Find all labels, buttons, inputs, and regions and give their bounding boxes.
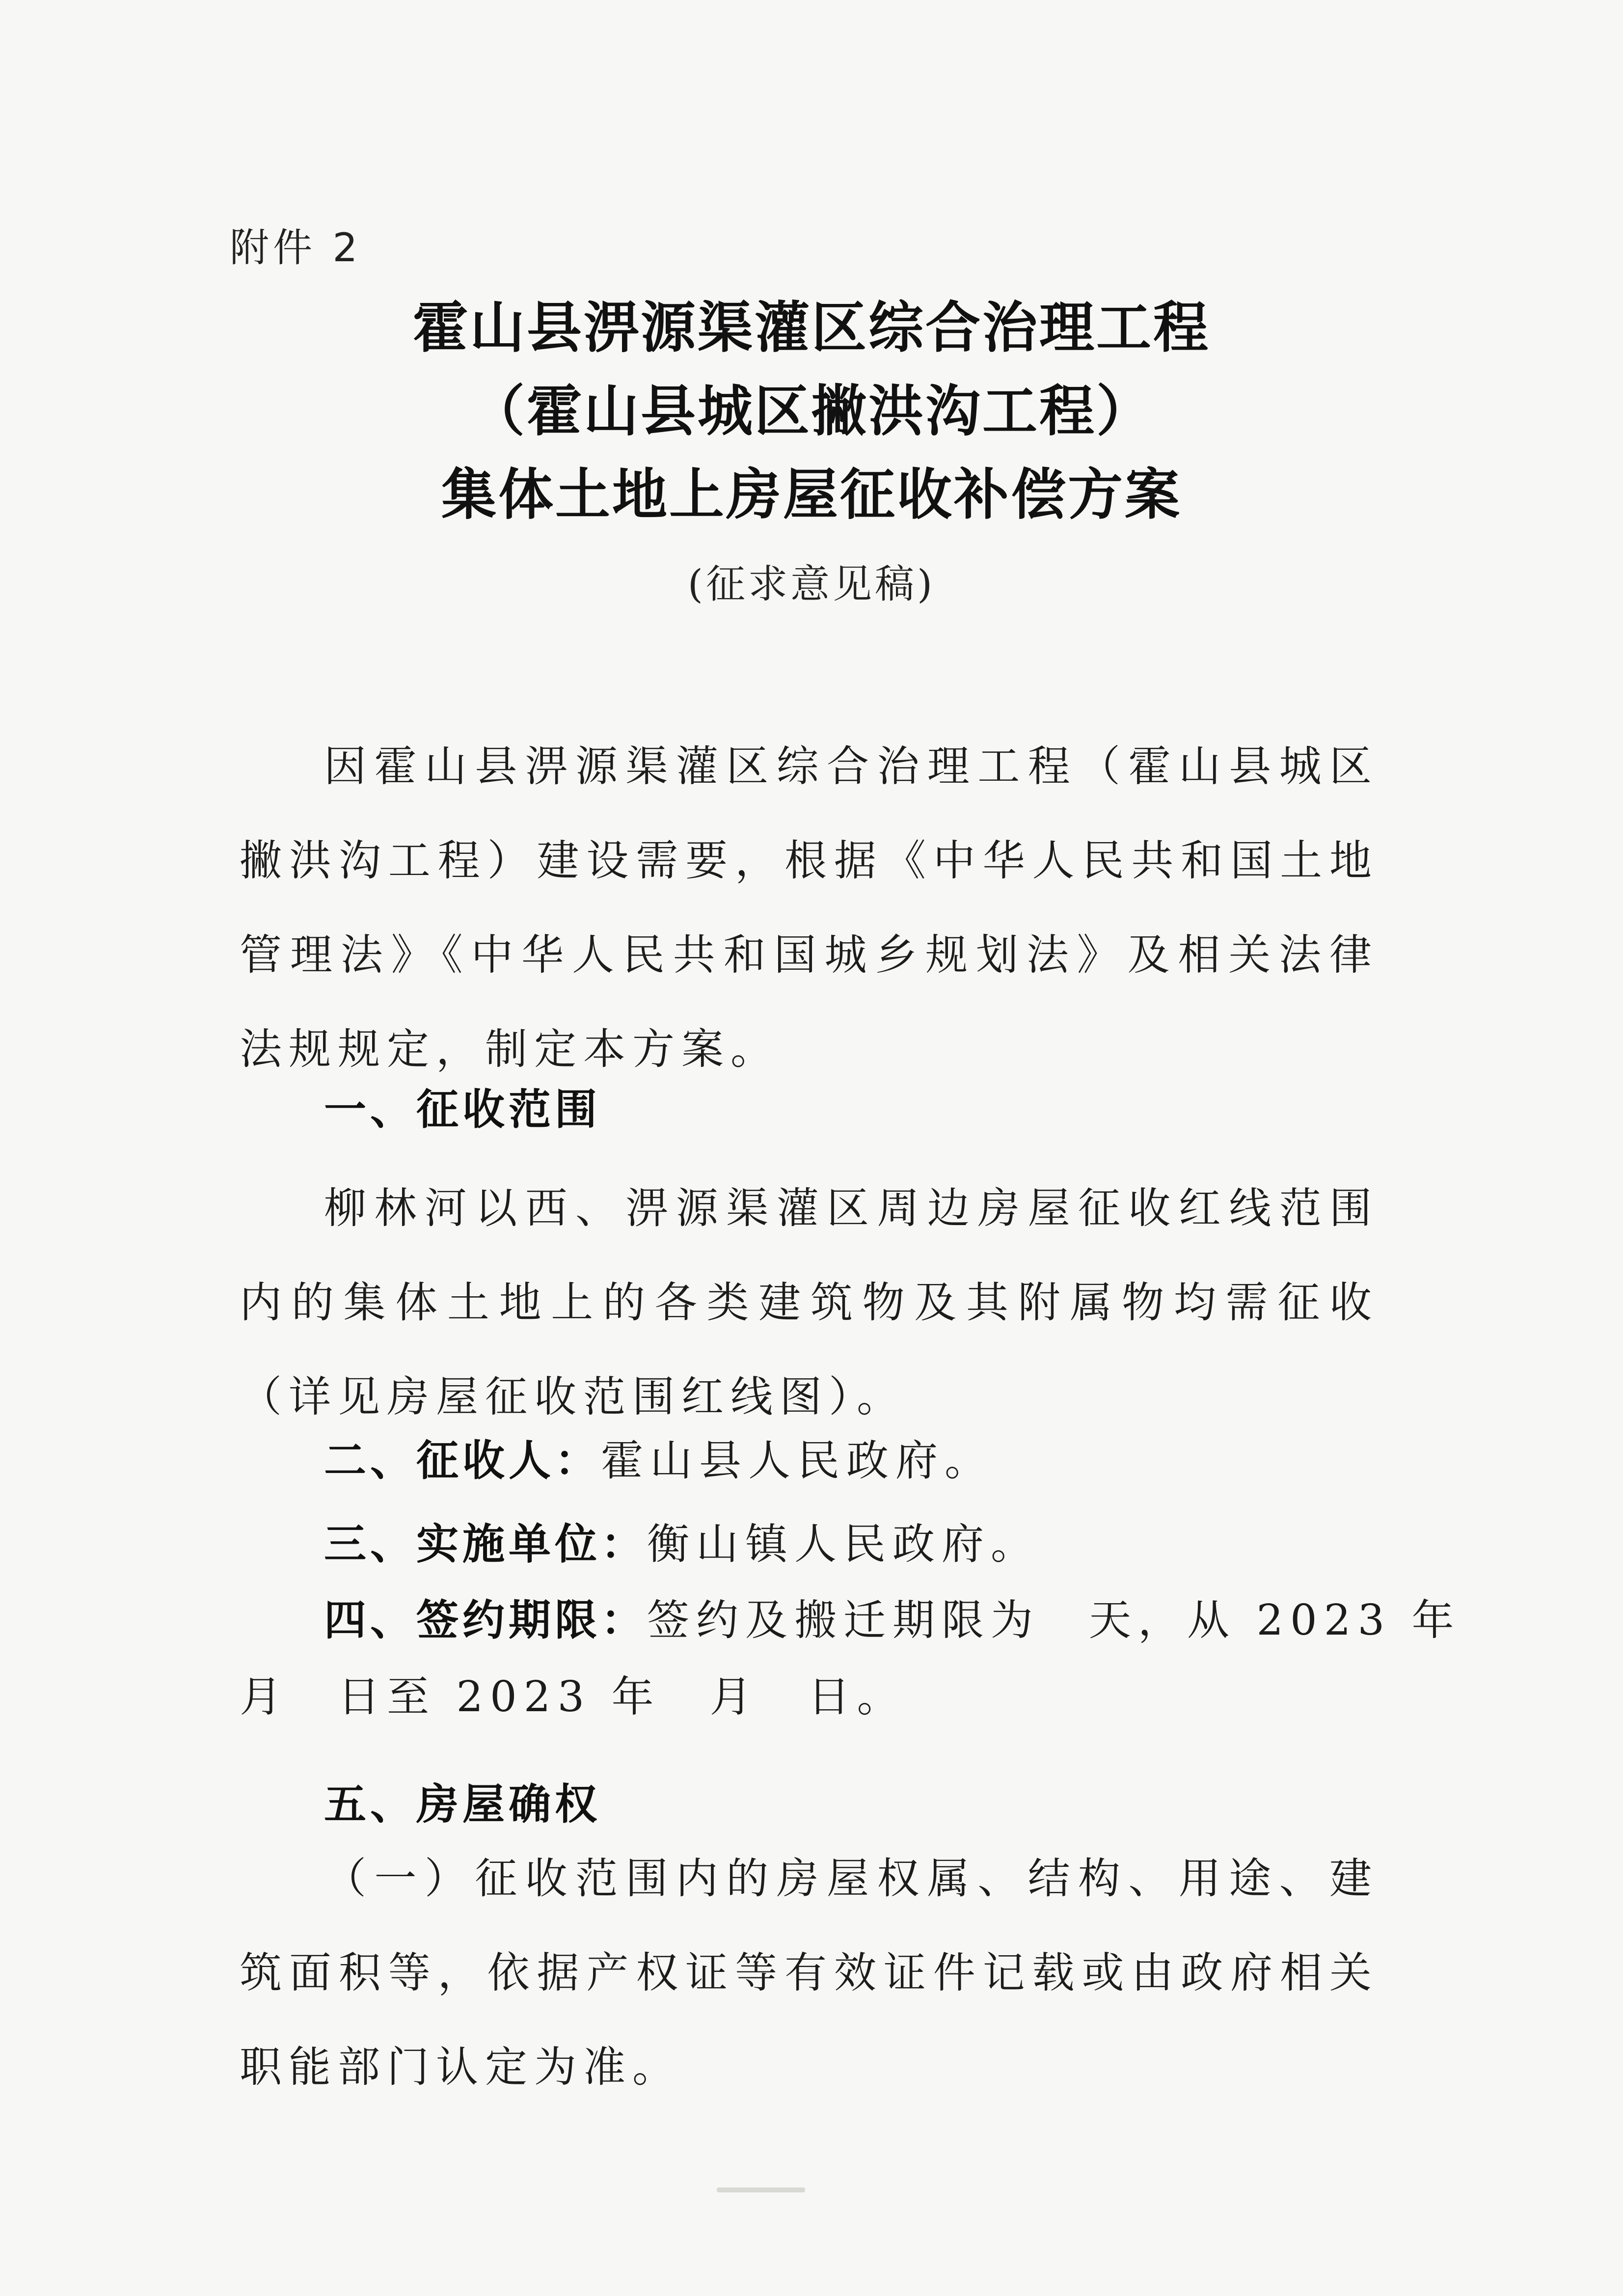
section-1-heading: 一、征收范围 — [324, 1085, 601, 1134]
section-5-heading: 五、房屋确权 — [324, 1780, 601, 1829]
section-4-text-line-2: 月 日至 2023 年 月 日。 — [240, 1672, 906, 1722]
draft-subtitle: (征求意见稿) — [687, 561, 936, 607]
section-3-text: 衡山镇人民政府。 — [647, 1520, 1040, 1569]
section-4-text-line-1: 签约及搬迁期限为 天，从 2023 年 — [647, 1596, 1461, 1645]
attachment-label: 附件 2 — [230, 225, 362, 271]
section-3-heading: 三、实施单位： — [324, 1520, 647, 1569]
section-4-heading: 四、签约期限： — [324, 1596, 647, 1645]
title-line-3: 集体土地上房屋征收补偿方案 — [441, 463, 1182, 527]
section-3 — [324, 1510, 1040, 1571]
section-2-text: 霍山县人民政府。 — [601, 1436, 994, 1485]
intro-paragraph: 因霍山县淠源渠灌区综合治理工程（霍山县城区撇洪沟工程）建设需要，根据《中华人民共和国土地管理法》《中华人民共和国城乡规划法》及相关法律法规规定，制定本方案。 — [240, 742, 1379, 1074]
section-2 — [324, 1426, 994, 1487]
section-5-text: （一）征收范围内的房屋权属、结构、用途、建筑面积等，依据产权证等有效证件记载或由政府相关职能部门认定为准。 — [240, 1854, 1379, 2092]
section-1-text: 柳林河以西、淠源渠灌区周边房屋征收红线范围内的集体土地上的各类建筑物及其附属物均需征收（详见房屋征收范围红线图）。 — [240, 1184, 1379, 1421]
section-4 — [324, 1586, 1461, 1647]
title-line-1: 霍山县淠源渠灌区综合治理工程 — [413, 296, 1210, 360]
title-line-2: （霍山县城区撇洪沟工程） — [470, 380, 1153, 443]
section-2-heading: 二、征收人： — [324, 1436, 601, 1485]
scan-mark — [717, 2187, 805, 2192]
